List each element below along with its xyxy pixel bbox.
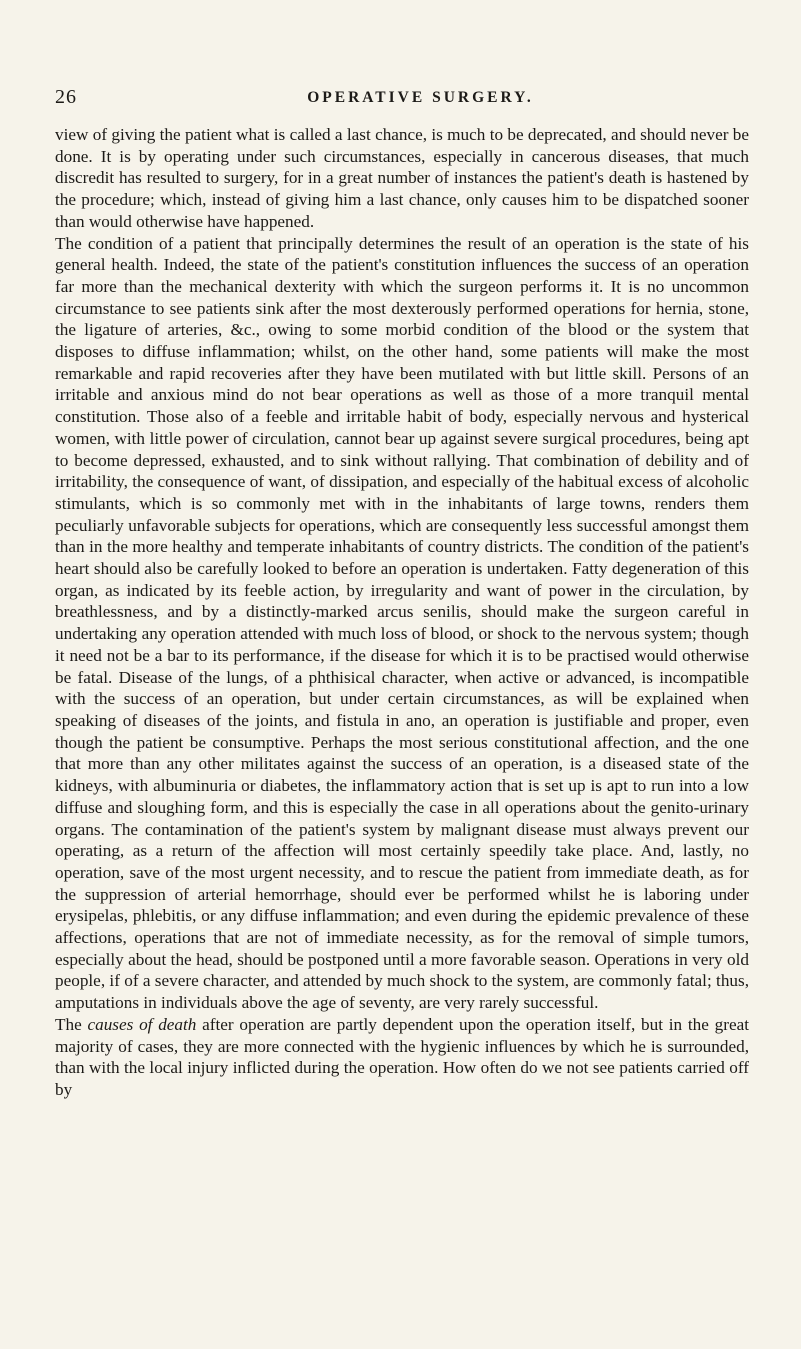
body-text [55,124,749,1101]
paragraph-causes-of-death [55,1014,749,1101]
paragraph-text: after operation are partly dependent upon the operation itself, but in the great majority of cases, they are more connected with the hygienic influences by which he is surrounded, than with the local injury inflicted during the operation. How often do we not see patients carried off by [55,1014,749,1099]
page-number: 26 [55,86,77,108]
running-head [55,86,746,110]
paragraph-lead: The [55,1014,88,1034]
italic-term: causes of death [87,1014,197,1034]
running-title: OPERATIVE SURGERY. [307,89,534,106]
paragraph-continuation: view of giving the patient what is called a last chance, is much to be deprecated, and should never be done. It is by operating under such circumstances, especially in cancerous diseases, that much discredit has resulted to surgery, for in a great number of instances the patient's death is hastened by the procedure; which, instead of giving him a last chance, only causes him to be dispatched sooner than would otherwise have happened. [55,125,749,231]
paragraph-patient-condition: The condition of a patient that principally determines the result of an operation is the state of his general health. Indeed, the state of the patient's constitution influences the success of an operation far more than the mechanical dexterity with which the surgeon performs it. It is no uncommon circumstance to see patients sink after the most dexterously performed operations for hernia, stone, the ligature of arteries, &c., owing to some morbid condition of the blood or the system that disposes to diffuse inflammation; whilst, on the other hand, some patients will make the most remarkable and rapid recoveries after they have been mutilated with but little skill. Persons of an irritable and anxious mind do not bear operations as well as those of a more tranquil mental constitution. Those also of a feeble and irritable habit of body, especially nervous and hysterical women, with little power of circulation, cannot bear up against severe surgical procedures, being apt to become depressed, exhausted, and to sink without rallying. That combination of debility and of irritability, the consequence of want, of dissipation, and especially of the habitual excess of alcoholic stimulants, which is so commonly met with in the inhabitants of large towns, renders them peculiarly unfavorable subjects for operations, which are consequently less successful amongst them than in the more healthy and temperate inhabitants of country districts. The condition of the patient's heart should also be carefully looked to before an operation is undertaken. Fatty degeneration of this organ, as indicated by its feeble action, by irregularity and want of power in the circulation, by breathlessness, and by a distinctly-marked arcus senilis, should make the surgeon careful in undertaking any operation attended with much loss of blood, or shock to the nervous system; though it need not be a bar to its performance, if the disease for which it is to be practised would otherwise be fatal. Disease of the lungs, of a phthisical character, when active or advanced, is incompatible with the success of an operation, but under certain circumstances, as will be explained when speaking of diseases of the joints, and fistula in ano, an operation is justifiable and proper, even though the patient be consumptive. Perhaps the most serious constitutional affection, and the one that more than any other militates against the success of an operation, is a diseased state of the kidneys, with albuminuria or diabetes, the inflammatory action that is set up is apt to run into a low diffuse and sloughing form, and this is especially the case in all operations about the genito-urinary organs. The contamination of the patient's system by malignant disease must always prevent our operating, as a return of the affection will most certainly speedily take place. And, lastly, no operation, save of the most urgent necessity, and to rescue the patient from immediate death, as for the suppression of arterial hemorrhage, should ever be performed whilst he is laboring under erysipelas, phlebitis, or any diffuse inflammation; and even during the epidemic prevalence of these affections, operations that are not of immediate necessity, as for the removal of simple tumors, especially about the head, should be postponed until a more favorable season. Operations in very old people, if of a severe character, and attended by much shock to the system, are commonly fatal; thus, amputations in individuals above the age of seventy, are very rarely successful. [55,233,749,1013]
